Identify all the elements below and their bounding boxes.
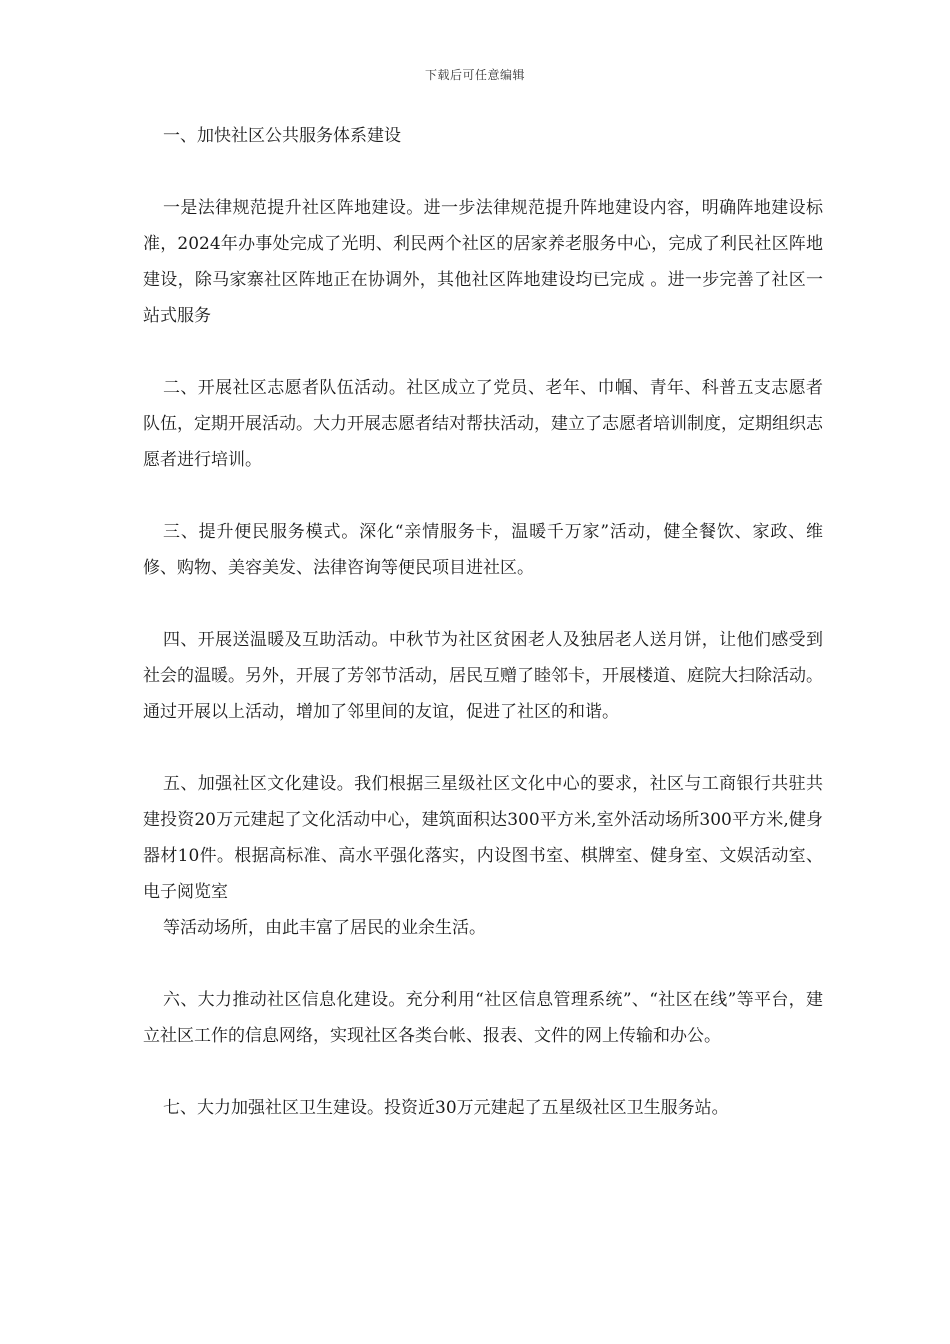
- paragraph-2: 二、开展社区志愿者队伍活动。社区成立了党员、老年、巾帼、青年、科普五支志愿者队伍，定期开展活动。大力开展志愿者结对帮扶活动，建立了志愿者培训制度，定期组织志愿者进行培训。: [143, 378, 823, 470]
- paragraph-4: 四、开展送温暖及互助活动。中秋节为社区贫困老人及独居老人送月饼，让他们感受到社会的温暖。另外，开展了芳邻节活动，居民互赠了睦邻卡，开展楼道、庭院大扫除活动。通过开展以上活动，增加了邻里间的友谊，促进了社区的和谐。: [143, 630, 823, 722]
- paragraph-7: 七、大力加强社区卫生建设。投资近30万元建起了五星级社区卫生服务站。: [163, 1098, 729, 1118]
- page-header: 下载后可任意编辑: [424, 68, 525, 82]
- document-body: [143, 118, 823, 1162]
- paragraph-5-continuation: 等活动场所，由此丰富了居民的业余生活。: [163, 918, 486, 938]
- paragraph-1: 一是法律规范提升社区阵地建设。进一步法律规范提升阵地建设内容，明确阵地建设标准，2024年办事处完成了光明、利民两个社区的居家养老服务中心，完成了利民社区阵地建设，除马家寨社区阵地正在协调外，其他社区阵地建设均已完成 。进一步完善了社区一站式服务: [143, 198, 823, 326]
- paragraph-5: 五、加强社区文化建设。我们根据三星级社区文化中心的要求，社区与工商银行共驻共建投资20万元建起了文化活动中心，建筑面积达300平方米,室外活动场所300平方米,健身器材10件。根据高标准、高水平强化落实，内设图书室、棋牌室、健身室、文娱活动室、电子阅览室: [143, 774, 823, 902]
- section-heading: 一、加快社区公共服务体系建设: [163, 126, 401, 146]
- paragraph-3: 三、提升便民服务模式。深化“亲情服务卡，温暖千万家”活动，健全餐饮、家政、维修、购物、美容美发、法律咨询等便民项目进社区。: [143, 522, 823, 578]
- paragraph-6: 六、大力推动社区信息化建设。充分利用“社区信息管理系统”、“社区在线”等平台，建立社区工作的信息网络，实现社区各类台帐、报表、文件的网上传输和办公。: [143, 990, 823, 1046]
